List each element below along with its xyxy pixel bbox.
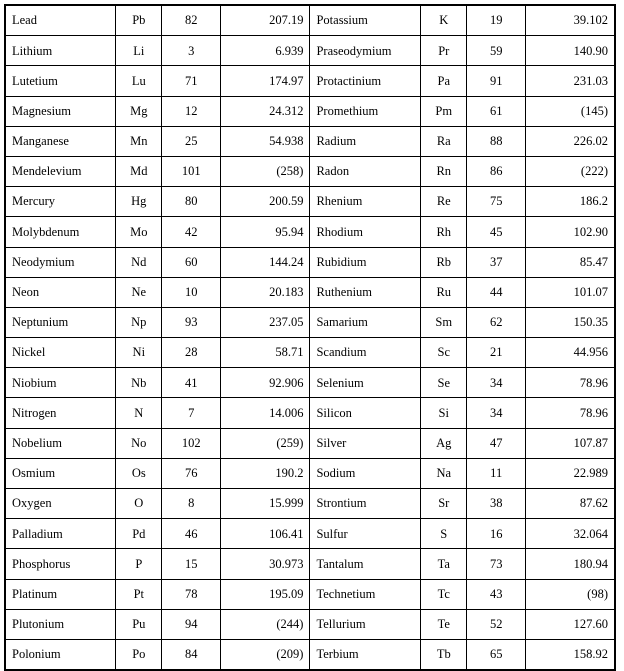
element-symbol: Tc: [421, 579, 467, 609]
element-number: 86: [467, 156, 526, 186]
element-weight: 150.35: [526, 307, 615, 337]
element-name: Rhodium: [310, 217, 421, 247]
element-number: 28: [162, 338, 221, 368]
element-weight: 107.87: [526, 428, 615, 458]
element-number: 65: [467, 639, 526, 670]
element-weight: 180.94: [526, 549, 615, 579]
table-row: [5, 307, 615, 337]
element-name: Mercury: [5, 187, 116, 217]
element-name: Phosphorus: [5, 549, 116, 579]
element-weight: 226.02: [526, 126, 615, 156]
element-number: 7: [162, 398, 221, 428]
element-number: 19: [467, 5, 526, 36]
table-row: [5, 368, 615, 398]
element-symbol: Po: [116, 639, 162, 670]
element-weight: 207.19: [221, 5, 310, 36]
element-symbol: Pr: [421, 36, 467, 66]
element-weight: 195.09: [221, 579, 310, 609]
table-row: [5, 36, 615, 66]
table-row: [5, 187, 615, 217]
element-weight: 200.59: [221, 187, 310, 217]
element-number: 102: [162, 428, 221, 458]
element-name: Tantalum: [310, 549, 421, 579]
element-symbol: Ra: [421, 126, 467, 156]
table-row: [5, 217, 615, 247]
element-weight: 231.03: [526, 66, 615, 96]
table-row: [5, 247, 615, 277]
element-weight: 24.312: [221, 96, 310, 126]
element-number: 42: [162, 217, 221, 247]
element-name: Molybdenum: [5, 217, 116, 247]
element-symbol: Pa: [421, 66, 467, 96]
element-name: Nobelium: [5, 428, 116, 458]
element-symbol: Ru: [421, 277, 467, 307]
element-symbol: Os: [116, 458, 162, 488]
element-number: 34: [467, 398, 526, 428]
element-number: 37: [467, 247, 526, 277]
element-name: Manganese: [5, 126, 116, 156]
table-row: [5, 519, 615, 549]
element-name: Neodymium: [5, 247, 116, 277]
element-number: 10: [162, 277, 221, 307]
element-symbol: Se: [421, 368, 467, 398]
element-symbol: Mg: [116, 96, 162, 126]
element-name: Terbium: [310, 639, 421, 670]
element-number: 88: [467, 126, 526, 156]
element-symbol: Mo: [116, 217, 162, 247]
element-symbol: Nd: [116, 247, 162, 277]
element-number: 15: [162, 549, 221, 579]
element-weight: (222): [526, 156, 615, 186]
element-name: Protactinium: [310, 66, 421, 96]
element-name: Sulfur: [310, 519, 421, 549]
element-symbol: Te: [421, 609, 467, 639]
element-name: Rhenium: [310, 187, 421, 217]
element-weight: 6.939: [221, 36, 310, 66]
element-weight: 39.102: [526, 5, 615, 36]
table-row: [5, 156, 615, 186]
element-symbol: Li: [116, 36, 162, 66]
table-row: [5, 549, 615, 579]
element-symbol: Re: [421, 187, 467, 217]
element-number: 45: [467, 217, 526, 247]
element-name: Technetium: [310, 579, 421, 609]
element-name: Strontium: [310, 489, 421, 519]
element-number: 75: [467, 187, 526, 217]
element-symbol: P: [116, 549, 162, 579]
element-weight: 102.90: [526, 217, 615, 247]
table-row: [5, 428, 615, 458]
element-weight: 14.006: [221, 398, 310, 428]
element-number: 59: [467, 36, 526, 66]
element-number: 61: [467, 96, 526, 126]
element-number: 12: [162, 96, 221, 126]
element-name: Silicon: [310, 398, 421, 428]
element-symbol: Sc: [421, 338, 467, 368]
element-number: 84: [162, 639, 221, 670]
element-name: Neptunium: [5, 307, 116, 337]
element-name: Silver: [310, 428, 421, 458]
element-number: 41: [162, 368, 221, 398]
element-weight: 58.71: [221, 338, 310, 368]
table-row: [5, 5, 615, 36]
element-name: Magnesium: [5, 96, 116, 126]
element-symbol: Si: [421, 398, 467, 428]
element-weight: 32.064: [526, 519, 615, 549]
element-symbol: Hg: [116, 187, 162, 217]
element-weight: 237.05: [221, 307, 310, 337]
element-weight: 127.60: [526, 609, 615, 639]
element-name: Lutetium: [5, 66, 116, 96]
element-name: Nickel: [5, 338, 116, 368]
element-number: 93: [162, 307, 221, 337]
element-weight: (259): [221, 428, 310, 458]
element-number: 52: [467, 609, 526, 639]
element-weight: 174.97: [221, 66, 310, 96]
element-weight: 92.906: [221, 368, 310, 398]
element-weight: 44.956: [526, 338, 615, 368]
element-name: Neon: [5, 277, 116, 307]
element-symbol: Ag: [421, 428, 467, 458]
element-weight: 30.973: [221, 549, 310, 579]
table-row: [5, 277, 615, 307]
element-number: 16: [467, 519, 526, 549]
element-weight: 106.41: [221, 519, 310, 549]
element-name: Sodium: [310, 458, 421, 488]
element-number: 73: [467, 549, 526, 579]
element-number: 43: [467, 579, 526, 609]
element-symbol: Lu: [116, 66, 162, 96]
element-symbol: Rh: [421, 217, 467, 247]
element-name: Radon: [310, 156, 421, 186]
element-weight: 95.94: [221, 217, 310, 247]
element-symbol: Pu: [116, 609, 162, 639]
element-name: Lead: [5, 5, 116, 36]
element-number: 46: [162, 519, 221, 549]
element-name: Rubidium: [310, 247, 421, 277]
element-number: 8: [162, 489, 221, 519]
element-name: Potassium: [310, 5, 421, 36]
element-symbol: No: [116, 428, 162, 458]
element-number: 44: [467, 277, 526, 307]
element-number: 60: [162, 247, 221, 277]
element-number: 76: [162, 458, 221, 488]
element-number: 71: [162, 66, 221, 96]
element-symbol: Na: [421, 458, 467, 488]
element-symbol: Tb: [421, 639, 467, 670]
table-row: [5, 66, 615, 96]
element-number: 62: [467, 307, 526, 337]
element-number: 101: [162, 156, 221, 186]
table-row: [5, 338, 615, 368]
element-symbol: Pd: [116, 519, 162, 549]
table-row: [5, 96, 615, 126]
element-weight: 15.999: [221, 489, 310, 519]
element-weight: 85.47: [526, 247, 615, 277]
element-symbol: Np: [116, 307, 162, 337]
table-row: [5, 398, 615, 428]
element-number: 47: [467, 428, 526, 458]
element-name: Promethium: [310, 96, 421, 126]
element-weight: 186.2: [526, 187, 615, 217]
element-name: Niobium: [5, 368, 116, 398]
element-symbol: Nb: [116, 368, 162, 398]
element-weight: 78.96: [526, 368, 615, 398]
element-weight: (258): [221, 156, 310, 186]
element-weight: 22.989: [526, 458, 615, 488]
element-name: Polonium: [5, 639, 116, 670]
element-name: Lithium: [5, 36, 116, 66]
element-number: 94: [162, 609, 221, 639]
element-name: Platinum: [5, 579, 116, 609]
element-weight: 190.2: [221, 458, 310, 488]
element-weight: (244): [221, 609, 310, 639]
element-symbol: Sm: [421, 307, 467, 337]
element-symbol: Ta: [421, 549, 467, 579]
element-weight: (209): [221, 639, 310, 670]
element-number: 80: [162, 187, 221, 217]
element-weight: 20.183: [221, 277, 310, 307]
document-page: [0, 4, 624, 662]
element-name: Osmium: [5, 458, 116, 488]
element-name: Nitrogen: [5, 398, 116, 428]
element-weight: 101.07: [526, 277, 615, 307]
element-name: Palladium: [5, 519, 116, 549]
element-number: 91: [467, 66, 526, 96]
element-number: 82: [162, 5, 221, 36]
element-name: Mendelevium: [5, 156, 116, 186]
element-name: Plutonium: [5, 609, 116, 639]
element-name: Radium: [310, 126, 421, 156]
element-name: Selenium: [310, 368, 421, 398]
element-weight: (145): [526, 96, 615, 126]
table-row: [5, 458, 615, 488]
element-number: 11: [467, 458, 526, 488]
table-row: [5, 609, 615, 639]
element-weight: 54.938: [221, 126, 310, 156]
element-symbol: Pt: [116, 579, 162, 609]
element-name: Samarium: [310, 307, 421, 337]
element-symbol: Pb: [116, 5, 162, 36]
element-symbol: Ne: [116, 277, 162, 307]
element-number: 3: [162, 36, 221, 66]
element-number: 34: [467, 368, 526, 398]
element-symbol: Rn: [421, 156, 467, 186]
element-name: Oxygen: [5, 489, 116, 519]
element-symbol: Mn: [116, 126, 162, 156]
element-symbol: Pm: [421, 96, 467, 126]
table-row: [5, 126, 615, 156]
element-name: Scandium: [310, 338, 421, 368]
element-name: Praseodymium: [310, 36, 421, 66]
element-symbol: N: [116, 398, 162, 428]
element-weight: 158.92: [526, 639, 615, 670]
element-symbol: S: [421, 519, 467, 549]
table-row: [5, 489, 615, 519]
element-symbol: O: [116, 489, 162, 519]
element-weight: 144.24: [221, 247, 310, 277]
element-weight: 87.62: [526, 489, 615, 519]
element-symbol: K: [421, 5, 467, 36]
element-number: 38: [467, 489, 526, 519]
element-symbol: Ni: [116, 338, 162, 368]
element-weight: 78.96: [526, 398, 615, 428]
element-number: 21: [467, 338, 526, 368]
element-name: Ruthenium: [310, 277, 421, 307]
elements-table-body: [5, 5, 615, 670]
element-weight: 140.90: [526, 36, 615, 66]
element-number: 78: [162, 579, 221, 609]
element-number: 25: [162, 126, 221, 156]
elements-table: [4, 4, 616, 671]
element-symbol: Sr: [421, 489, 467, 519]
element-weight: (98): [526, 579, 615, 609]
table-row: [5, 579, 615, 609]
table-row: [5, 639, 615, 670]
element-symbol: Rb: [421, 247, 467, 277]
element-name: Tellurium: [310, 609, 421, 639]
element-symbol: Md: [116, 156, 162, 186]
